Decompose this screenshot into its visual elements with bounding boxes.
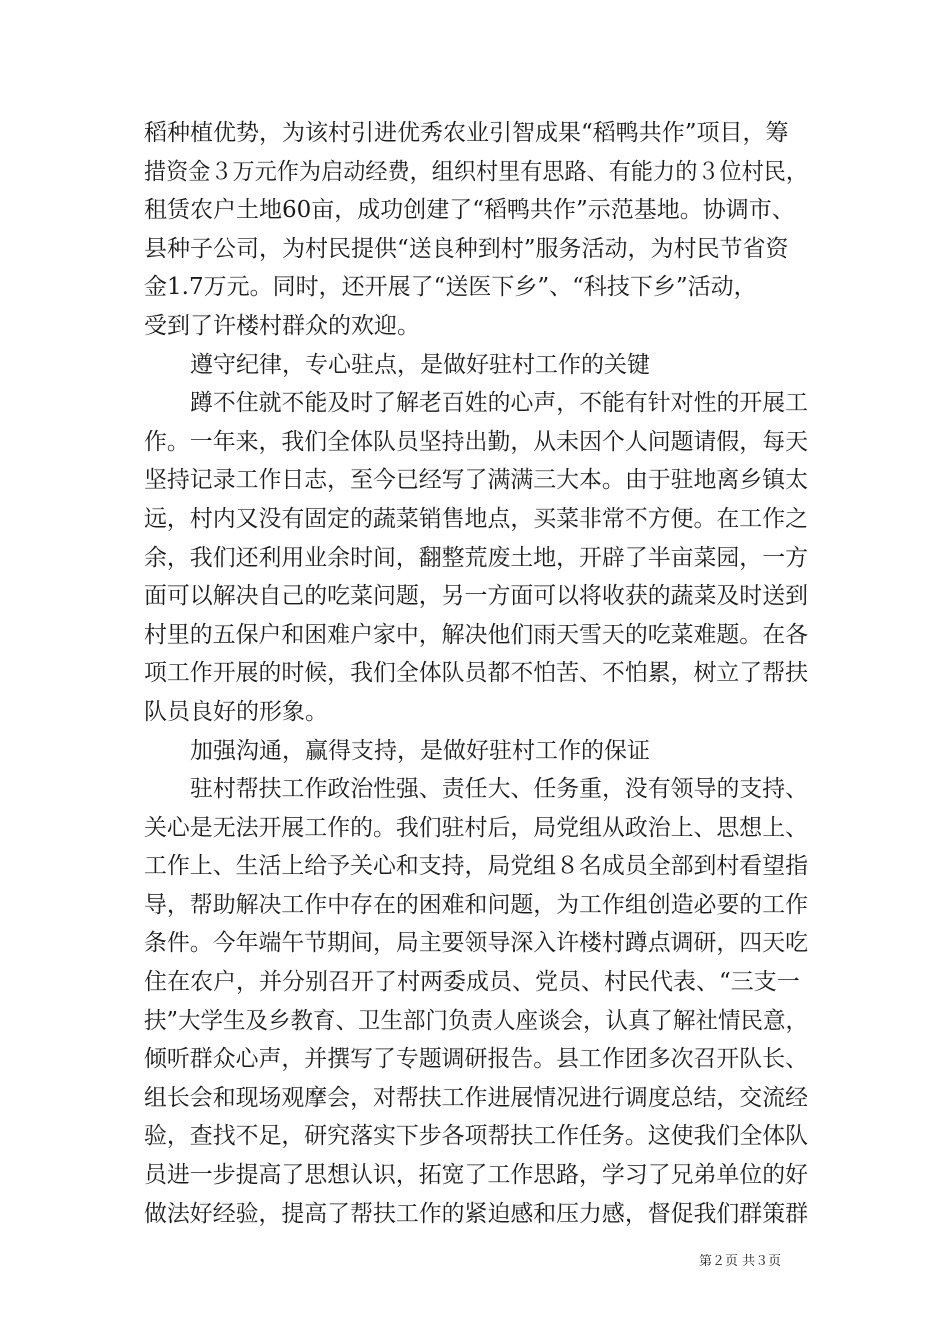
text-line: 工作上、生活上给予关心和支持，局党组８名成员全部到村看望指	[144, 853, 808, 880]
text-line: 稻种植优势，为该村引进优秀农业引智成果“稻鸭共作”项目，筹	[144, 120, 789, 146]
text-line: 做法好经验，提高了帮扶工作的紧迫感和压力感，督促我们群策群	[144, 1200, 808, 1227]
text-line: 受到了许楼村群众的欢迎。	[144, 312, 420, 339]
text-line: 蹲不住就不能及时了解老百姓的心声，不能有针对性的开展工	[190, 390, 809, 417]
text-line: 加强沟通，赢得支持，是做好驻村工作的保证	[190, 737, 650, 764]
text-line: 遵守纪律，专心驻点，是做好驻村工作的关键	[190, 351, 650, 378]
text-line: 关心是无法开展工作的。我们驻村后，局党组从政治上、思想上、	[144, 814, 808, 841]
text-line: 村里的五保户和困难户家中，解决他们雨天雪天的吃菜难题。在各	[144, 621, 808, 648]
text-line: 金1.7万元。同时，还开展了“送医下乡”、“科技下乡”活动，	[144, 274, 757, 301]
text-line: 措资金３万元作为启动经费，组织村里有思路、有能力的３位村民，	[144, 158, 808, 185]
page-number-footer: 第２页 共３页	[699, 1254, 782, 1269]
text-line: 条件。今年端午节期间，局主要领导深入许楼村蹲点调研，四天吃	[144, 930, 808, 957]
text-line: 导，帮助解决工作中存在的困难和问题，为工作组创造必要的工作	[144, 891, 808, 918]
text-line: 住在农户，并分别召开了村两委成员、党员、村民代表、“三支一	[144, 969, 800, 996]
text-line: 远，村内又没有固定的蔬菜销售地点，买菜非常不方便。在工作之	[144, 505, 808, 532]
text-line: 余，我们还利用业余时间，翻整荒废土地，开辟了半亩菜园，一方	[144, 544, 808, 571]
text-line: 组长会和现场观摩会，对帮扶工作进展情况进行调度总结，交流经	[144, 1084, 808, 1111]
text-line: 项工作开展的时候，我们全体队员都不怕苦、不怕累，树立了帮扶	[144, 660, 808, 687]
text-line: 验，查找不足，研究落实下步各项帮扶工作任务。这使我们全体队	[144, 1123, 808, 1150]
text-line: 租赁农户土地60亩，成功创建了“稻鸭共作”示范基地。协调市、	[144, 197, 795, 224]
text-line: 倾听群众心声，并撰写了专题调研报告。县工作团多次召开队长、	[144, 1046, 808, 1073]
text-line: 坚持记录工作日志，至今已经写了满满三大本。由于驻地离乡镇太	[144, 467, 808, 494]
body-text	[144, 114, 808, 1233]
text-line: 县种子公司，为村民提供“送良种到村”服务活动，为村民节省资	[144, 235, 789, 262]
text-line: 员进一步提高了思想认识，拓宽了工作思路，学习了兄弟单位的好	[144, 1162, 808, 1189]
text-line: 队员良好的形象。	[144, 698, 328, 725]
text-line: 扶”大学生及乡教育、卫生部门负责人座谈会，认真了解社情民意，	[144, 1007, 808, 1034]
text-line: 驻村帮扶工作政治性强、责任大、任务重，没有领导的支持、	[190, 776, 809, 803]
text-line: 作。一年来，我们全体队员坚持出勤，从未因个人问题请假，每天	[144, 428, 808, 455]
text-line: 面可以解决自己的吃菜问题，另一方面可以将收获的蔬菜及时送到	[144, 583, 808, 610]
